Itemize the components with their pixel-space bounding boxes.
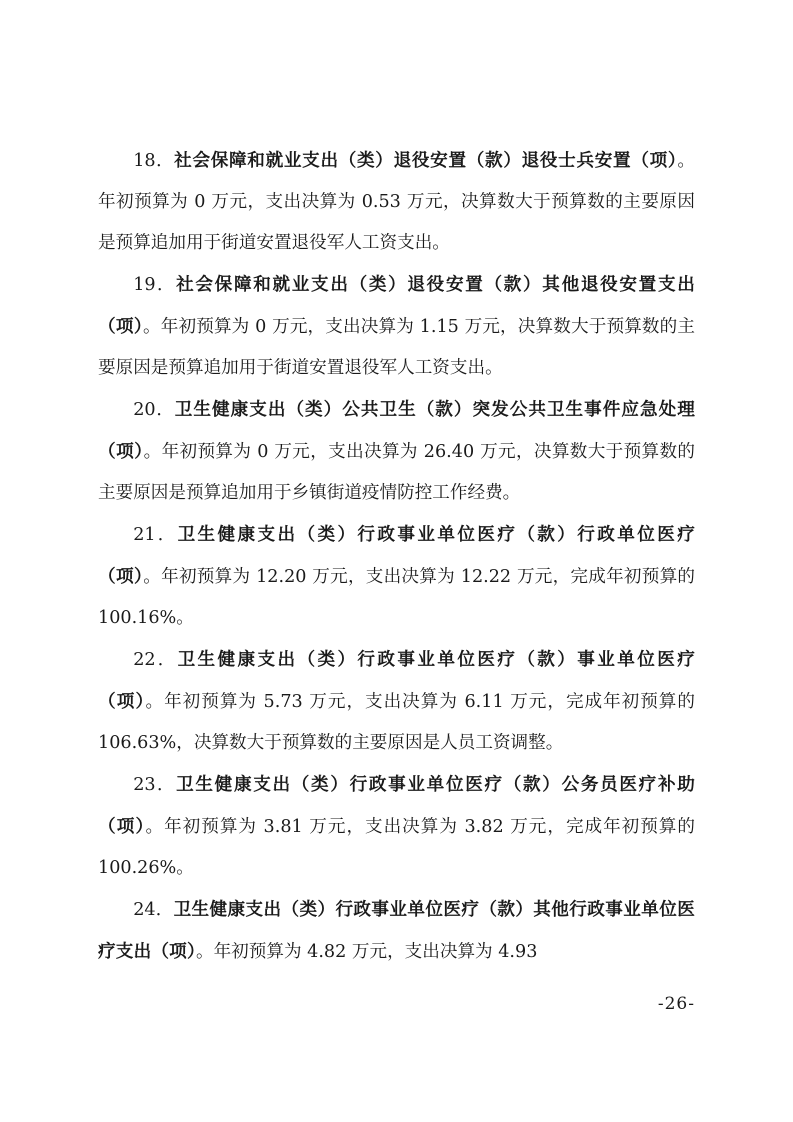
paragraph-21-text: 。年初预算为 12.20 万元，支出决算为 12.22 万元，完成年初预算的 100.16%。 [98,567,695,628]
paragraph-19-text: 。年初预算为 0 万元，支出决算为 1.15 万元，决算数大于预算数的主要原因是预算追加用于街道安置退役军人工资支出。 [98,317,695,378]
paragraph-18-text: 。年初预算为 0 万元，支出决算为 0.53 万元，决算数大于预算数的主要原因是预算追加用于街道安置退役军人工资支出。 [98,151,695,253]
paragraph-20-text: 。年初预算为 0 万元，支出决算为 26.40 万元，决算数大于预算数的主要原因是预算追加用于乡镇街道疫情防控工作经费。 [98,442,695,503]
paragraph-19-lead: 社会保障和就业支出（类）退役安置（款）其他退役安置支出（项） [98,274,696,337]
paragraph-21-lead: 卫生健康支出（类）行政事业单位医疗（款）行政单位医疗（项） [98,524,696,587]
paragraph-20-lead: 卫生健康支出（类）公共卫生（款）突发公共卫生事件应急处理（项） [98,399,695,462]
paragraph-23-lead: 卫生健康支出（类）行政事业单位医疗（款）公务员医疗补助（项） [98,774,696,837]
paragraph-18 [98,140,695,264]
paragraph-20 [98,389,695,514]
document-body [98,140,695,973]
paragraph-22-text: 。年初预算为 5.73 万元，支出决算为 6.11 万元，完成年初预算的 106.63%，决算数大于预算数的主要原因是人员工资调整。 [98,692,695,753]
paragraph-19-index: 19． [133,275,177,295]
paragraph-24-text: 。年初预算为 4.82 万元，支出决算为 4.93 [195,942,538,962]
paragraph-24-lead: 卫生健康支出（类）行政事业单位医疗（款）其他行政事业单位医疗支出（项） [98,899,695,962]
paragraph-18-lead: 社会保障和就业支出（类）退役安置（款）退役士兵安置（项） [174,150,678,171]
paragraph-23-text: 。年初预算为 3.81 万元，支出决算为 3.82 万元，完成年初预算的 100.26%。 [98,817,695,878]
paragraph-19 [98,264,695,389]
paragraph-21 [98,514,695,639]
paragraph-24-index: 24． [133,900,174,920]
paragraph-23-index: 23． [133,775,177,795]
paragraph-22-lead: 卫生健康支出（类）行政事业单位医疗（款）事业单位医疗（项） [98,649,696,712]
page-number: -26- [657,994,695,1014]
paragraph-23 [98,764,695,889]
paragraph-24 [98,889,695,973]
paragraph-18-index: 18． [133,151,175,171]
paragraph-22 [98,639,695,764]
paragraph-21-index: 21． [133,525,178,545]
paragraph-20-index: 20． [133,400,175,420]
paragraph-22-index: 22． [133,650,178,670]
